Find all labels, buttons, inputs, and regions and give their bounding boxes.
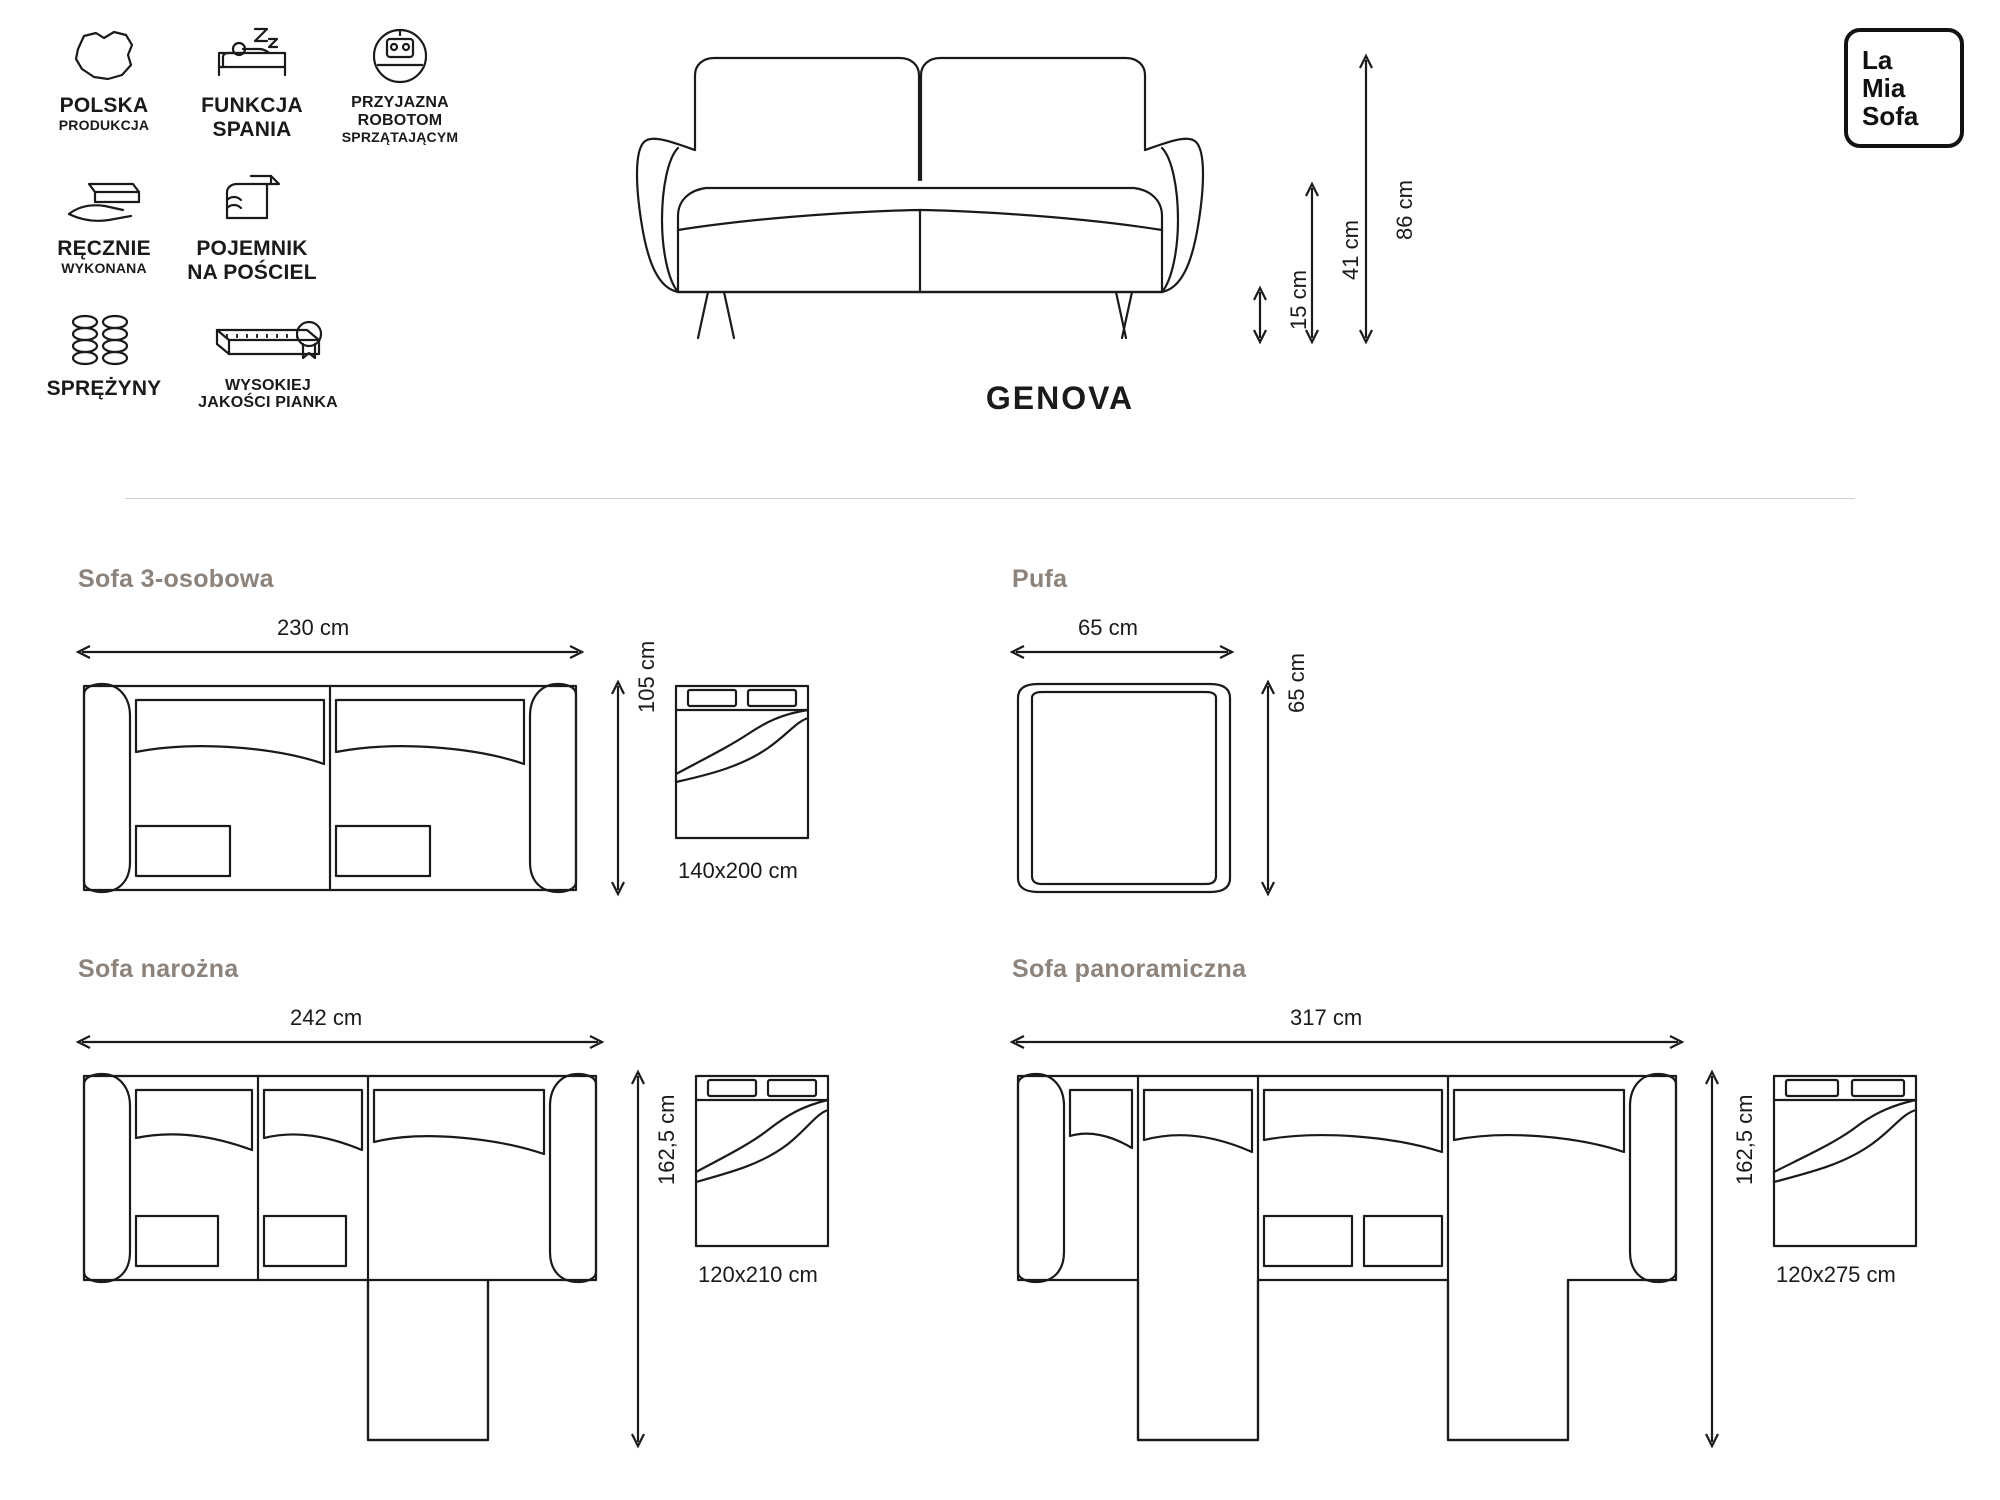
sofa-panoramiczna-top-view <box>1012 1030 1712 1450</box>
feature-badge-group <box>30 20 500 412</box>
feature-caption: PRZYJAZNA ROBOTOM SPRZĄTAJĄCYM <box>341 94 459 145</box>
foam-quality-icon <box>203 303 333 375</box>
sofa3-depth-label: 105 cm <box>634 640 659 713</box>
feature-przyjazna-robotom <box>326 20 474 145</box>
sofa-3-osobowa-bed-view <box>672 682 812 842</box>
feature-polska-produkcja <box>30 20 178 133</box>
variant-title-sofa-3-osobowa: Sofa 3-osobowa <box>78 565 274 593</box>
sofa-panoramiczna-bed-view <box>1770 1072 1920 1252</box>
hero-leg-height-label: 15 cm <box>1286 270 1311 330</box>
pufa-width-label: 65 cm <box>1078 615 1138 640</box>
sofa3-width-label: 230 cm <box>277 615 350 640</box>
sofa3-bed-label: 140x200 cm <box>678 858 798 883</box>
feature-recznie-wykonana <box>30 163 178 276</box>
springs-icon <box>65 303 143 375</box>
product-name: GENOVA <box>985 380 1135 416</box>
hero-total-height-label: 86 cm <box>1392 180 1417 240</box>
feature-caption: SPRĘŻYNY <box>46 376 162 400</box>
feature-row-3 <box>30 303 500 413</box>
hero-sofa-front-view <box>600 30 1520 360</box>
variant-title-sofa-panoramiczna: Sofa panoramiczna <box>1012 955 1247 983</box>
sofa-narozna-bed-view <box>692 1072 832 1252</box>
poland-map-icon <box>70 20 138 92</box>
panoramiczna-depth-label: 162,5 cm <box>1732 1094 1757 1185</box>
feature-row-1 <box>30 20 500 145</box>
robot-vacuum-icon <box>367 20 433 92</box>
narozna-width-label: 242 cm <box>290 1005 363 1030</box>
logo-line-3: Sofa <box>1862 101 1919 132</box>
feature-funkcja-spania <box>178 20 326 141</box>
panoramiczna-bed-label: 120x275 cm <box>1776 1262 1896 1287</box>
sleeping-person-icon <box>213 20 291 92</box>
section-divider <box>125 498 1855 499</box>
sofa-3-osobowa-top-view <box>78 640 638 900</box>
hero-back-height-label: 41 cm <box>1338 220 1363 280</box>
feature-wysokiej-jakosci-pianka <box>178 303 358 413</box>
brand-logo <box>1844 28 1964 148</box>
feature-sprezyny <box>30 303 178 401</box>
narozna-depth-label: 162,5 cm <box>654 1094 679 1185</box>
feature-caption: RĘCZNIE WYKONANA <box>57 237 151 276</box>
logo-line-2: Mia <box>1862 72 1906 103</box>
variant-title-sofa-narozna: Sofa narożna <box>78 955 239 983</box>
pufa-top-view <box>1012 640 1292 900</box>
hand-craft-icon <box>61 163 147 235</box>
logo-line-1: La <box>1862 44 1893 75</box>
variant-title-pufa: Pufa <box>1012 565 1068 593</box>
feature-row-2 <box>30 163 500 284</box>
feature-caption: WYSOKIEJ JAKOŚCI PIANKA <box>198 376 338 412</box>
feature-caption: POJEMNIK NA POŚCIEL <box>187 237 317 284</box>
pufa-depth-label: 65 cm <box>1284 653 1309 713</box>
feature-caption: FUNKCJA SPANIA <box>201 94 303 141</box>
feature-pojemnik-na-posciel <box>178 163 326 284</box>
bedding-storage-icon <box>217 163 287 235</box>
sofa-narozna-top-view <box>78 1030 658 1450</box>
panoramiczna-width-label: 317 cm <box>1290 1005 1363 1030</box>
feature-caption: POLSKA PRODUKCJA <box>58 94 150 133</box>
narozna-bed-label: 120x210 cm <box>698 1262 818 1287</box>
